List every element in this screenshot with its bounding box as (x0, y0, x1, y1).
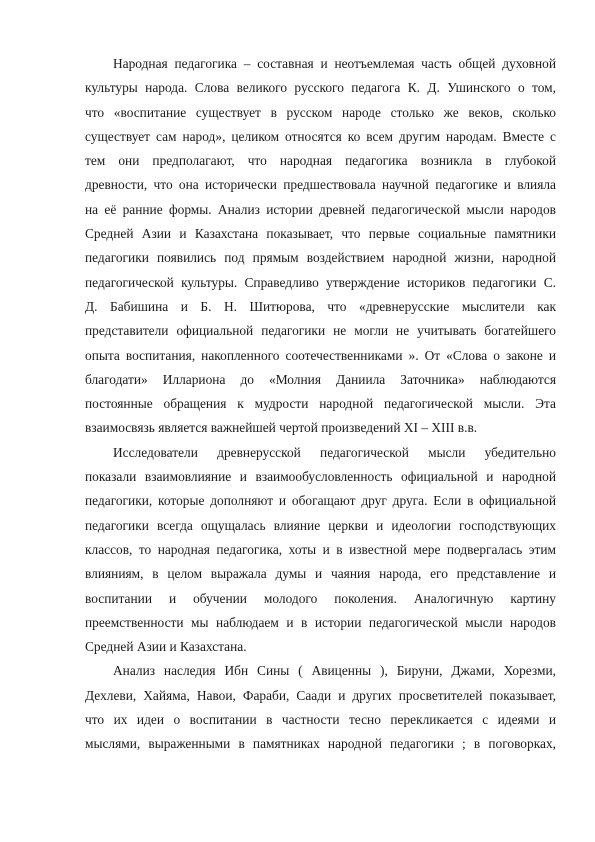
text-line: Исследователи древнерусской педагогической мысли убедительно (113, 444, 556, 460)
text-line: Дехлеви, Хайяма, Навои, Фараби, Саади и других просветителей показывает, (85, 687, 556, 703)
text-line: Д. Бабишина и Б. Н. Шитюрова, что «древнерусские мыслители как (85, 298, 556, 314)
text-line: древности, что она исторически предшествовала научной педагогике и влияла (85, 177, 556, 193)
text-line: опыта воспитания, накопленного соотечественниками ». От «Слова о законе и (85, 347, 556, 363)
text-line: педагогической культуры. Справедливо утверждение историков педагогики С. (85, 274, 556, 290)
text-line: классов, то народная педагогика, хоты и в известной мере подвергалась этим (85, 541, 556, 557)
text-line: что их идеи о воспитании в частности тесно перекликается с идеями и (85, 712, 556, 728)
text-line: благодати» Иллариона до «Молния Даниила Заточника» наблюдаются (85, 371, 556, 387)
paragraph-2 (85, 441, 556, 660)
text-line: педагогики, которые дополняют и обогащают друг друга. Если в официальной (85, 493, 556, 509)
text-line: тем они предполагают, что народная педагогика возникла в глубокой (85, 153, 556, 169)
text-line: представители официальной педагогики не могли не учитывать богатейшего (85, 323, 556, 339)
text-line: на её ранние формы. Анализ истории древней педагогической мысли народов (85, 201, 556, 217)
text-line: постоянные обращения к мудрости народной педагогической мысли. Эта (85, 396, 556, 412)
text-line: взаимосвязь является важнейшей чертой произведений XI – XIII в.в. (85, 420, 478, 436)
text-line: влияниям, в целом выражала думы и чаяния народа, его представление и (85, 566, 556, 582)
text-line: Народная педагогика – составная и неотъемлемая часть общей духовной (113, 56, 556, 71)
text-line: Средней Азии и Казахстана. (85, 639, 247, 655)
paragraph-3 (85, 659, 556, 756)
text-line: воспитании и обучении молодого поколения. Аналогичную картину (85, 590, 556, 606)
text-line: Анализ наследия Ибн Сины ( Авиценны ), Бируни, Джами, Хорезми, (113, 663, 556, 679)
paragraph-1 (85, 52, 556, 441)
text-line: показали взаимовлияние и взаимообусловленность официальной и народной (85, 469, 556, 485)
text-line: что «воспитание существует в русском народе столько же веков, сколько (85, 104, 556, 120)
text-line: педагогики всегда ощущалась влияние церкви и идеологии господствующих (85, 517, 556, 533)
text-line: существует сам народ», целиком относятся ко всем другим народам. Вместе с (85, 128, 556, 144)
text-line: преемственности мы наблюдаем и в истории педагогической мысли народов (85, 614, 556, 630)
document-body (85, 52, 556, 757)
text-line: мыслями, выраженными в памятниках народной педагогики ; в поговорках, (85, 736, 556, 752)
text-line: культуры народа. Слова великого русского педагога К. Д. Ушинского о том, (85, 80, 556, 96)
text-line: Средней Азии и Казахстана показывает, что первые социальные памятники (85, 226, 556, 242)
text-line: педагогики появились под прямым воздействием народной жизни, народной (85, 250, 556, 266)
